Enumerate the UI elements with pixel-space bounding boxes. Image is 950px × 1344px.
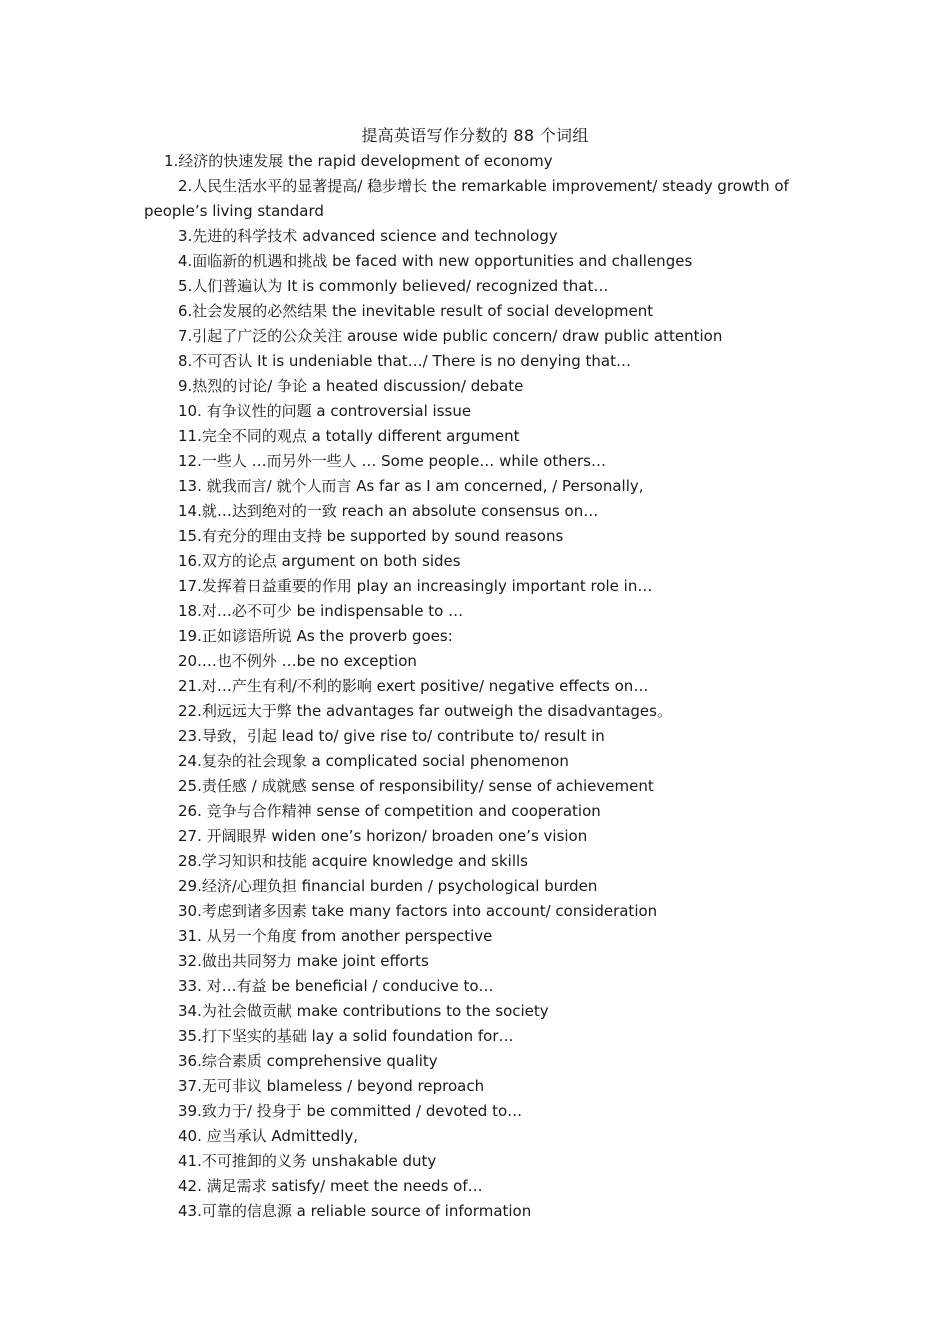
list-item: 21.对…产生有利/不利的影响 exert positive/ negative effects on… (178, 677, 649, 695)
list-item: 9.热烈的讨论/ 争论 a heated discussion/ debate (178, 377, 524, 395)
list-item: 20.…也不例外 …be no exception (178, 652, 417, 670)
list-item: 10. 有争议性的问题 a controversial issue (178, 402, 472, 420)
list-item: 13. 就我而言/ 就个人而言 As far as I am concerned, / Personally, (178, 477, 644, 495)
list-item: 39.致力于/ 投身于 be committed / devoted to… (178, 1102, 523, 1120)
list-item: 31. 从另一个角度 from another perspective (178, 927, 493, 945)
list-item: 16.双方的论点 argument on both sides (178, 552, 461, 570)
list-item: 14.就…达到绝对的一致 reach an absolute consensus on… (178, 502, 599, 520)
list-item: 33. 对…有益 be beneficial / conducive to… (178, 977, 494, 995)
list-item: 7.引起了广泛的公众关注 arouse wide public concern/ draw public attention (178, 327, 723, 345)
list-item: 23.导致，引起 lead to/ give rise to/ contribute to/ result in (178, 727, 605, 745)
list-item: 6.社会发展的必然结果 the inevitable result of social development (178, 302, 654, 320)
list-item: 28.学习知识和技能 acquire knowledge and skills (178, 852, 528, 870)
list-item: 18.对…必不可少 be indispensable to … (178, 602, 464, 620)
list-item: 43.可靠的信息源 a reliable source of information (178, 1202, 532, 1220)
list-item-continuation: people’s living standard (144, 202, 324, 220)
list-item: 27. 开阔眼界 widen one’s horizon/ broaden one’s vision (178, 827, 588, 845)
list-item: 26. 竞争与合作精神 sense of competition and cooperation (178, 802, 601, 820)
list-item: 42. 满足需求 satisfy/ meet the needs of… (178, 1177, 483, 1195)
list-item: 1.经济的快速发展 the rapid development of economy (164, 152, 553, 170)
list-item: 29.经济/心理负担 financial burden / psychological burden (178, 877, 598, 895)
list-item: 22.利远远大于弊 the advantages far outweigh the disadvantages。 (178, 702, 672, 720)
list-item: 24.复杂的社会现象 a complicated social phenomenon (178, 752, 569, 770)
list-item: 4.面临新的机遇和挑战 be faced with new opportunities and challenges (178, 252, 693, 270)
list-item: 36.综合素质 comprehensive quality (178, 1052, 438, 1070)
list-item: 11.完全不同的观点 a totally different argument (178, 427, 520, 445)
list-item: 25.责任感 / 成就感 sense of responsibility/ sense of achievement (178, 777, 654, 795)
list-item: 15.有充分的理由支持 be supported by sound reasons (178, 527, 564, 545)
list-item: 2.人民生活水平的显著提高/ 稳步增长 the remarkable improvement/ steady growth of (178, 177, 789, 195)
list-item: 8.不可否认 It is undeniable that…/ There is no denying that… (178, 352, 631, 370)
list-item: 41.不可推卸的义务 unshakable duty (178, 1152, 437, 1170)
list-item: 30.考虑到诸多因素 take many factors into account/ consideration (178, 902, 658, 920)
document-title: 提高英语写作分数的 88 个词组 (361, 126, 589, 145)
list-item: 32.做出共同努力 make joint efforts (178, 952, 429, 970)
list-item: 17.发挥着日益重要的作用 play an increasingly important role in… (178, 577, 653, 595)
list-item: 12.一些人 …而另外一些人 … Some people… while others… (178, 452, 606, 470)
phrase-list (144, 149, 824, 1224)
list-item: 5.人们普遍认为 It is commonly believed/ recognized that… (178, 277, 609, 295)
list-item: 35.打下坚实的基础 lay a solid foundation for… (178, 1027, 514, 1045)
list-item: 34.为社会做贡献 make contributions to the society (178, 1002, 549, 1020)
list-item: 40. 应当承认 Admittedly, (178, 1127, 359, 1145)
list-item: 3.先进的科学技术 advanced science and technology (178, 227, 558, 245)
list-item: 19.正如谚语所说 As the proverb goes: (178, 627, 453, 645)
list-item: 37.无可非议 blameless / beyond reproach (178, 1077, 485, 1095)
